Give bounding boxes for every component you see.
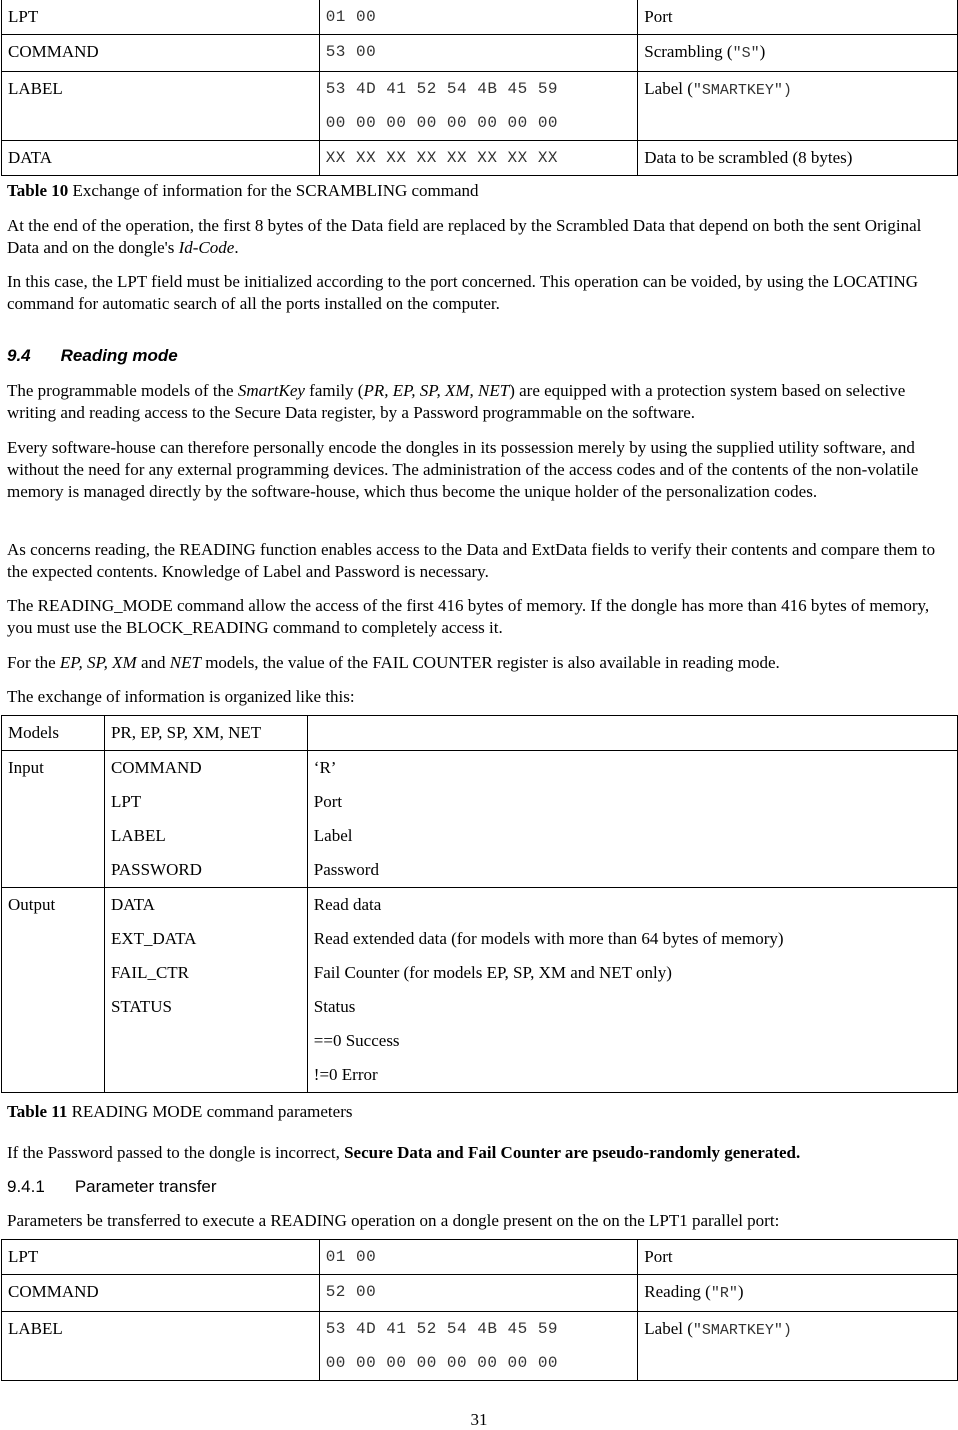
output-label: Output	[2, 888, 105, 1093]
table-row	[2, 751, 958, 888]
desc-cell: Port	[638, 0, 958, 35]
input-desc: ‘R’ Port Label Password	[307, 751, 957, 888]
field-cell: COMMAND	[2, 35, 320, 72]
paragraph: Every software-house can therefore personally encode the dongles in its possession merely by using the supplied utility software, and without the need for any external programming devices. The administration of the access codes and of the contents of the non-volatile memory is managed directly by the software-house, which thus become the unique holder of the personalization codes.	[7, 438, 919, 501]
table-row	[2, 35, 958, 72]
paragraph: If the Password passed to the dongle is incorrect, Secure Data and Fail Counter are pseudo-randomly generated.	[7, 1143, 801, 1162]
table-row	[2, 1312, 958, 1381]
paragraph: In this case, the LPT field must be initialized according to the port concerned. This operation can be voided, by using the LOCATING command for automatic search of all the ports installed on the computer.	[7, 272, 919, 313]
desc-cell: Reading ("R")	[638, 1275, 958, 1312]
scrambling-params-table	[1, 0, 958, 176]
input-label: Input	[2, 751, 105, 888]
reading-mode-table	[1, 715, 958, 1093]
desc-cell: Port	[638, 1240, 958, 1275]
reading-params-table	[1, 1239, 958, 1381]
desc-cell: Label ("SMARTKEY")	[638, 72, 958, 141]
desc-cell: Scrambling ("S")	[638, 35, 958, 72]
models-label: Models	[2, 716, 105, 751]
field-cell: COMMAND	[2, 1275, 320, 1312]
table-row	[2, 888, 958, 1093]
paragraph: As concerns reading, the READING function enables access to the Data and ExtData fields to verify their contents and compare them to the expected contents. Knowledge of Label and Password is necessary.	[7, 540, 936, 581]
field-cell: DATA	[2, 141, 320, 176]
table-row	[2, 141, 958, 176]
table-row	[2, 716, 958, 751]
paragraph: At the end of the operation, the first 8 bytes of the Data field are replaced by the Scrambled Data that depend on both the sent Original Data and on the dongle's Id-Code.	[7, 216, 922, 257]
field-cell: LABEL	[2, 72, 320, 141]
table-row	[2, 0, 958, 35]
hex-cell: 01 00	[319, 1240, 638, 1275]
table-row	[2, 1275, 958, 1312]
table-row	[2, 1240, 958, 1275]
output-fields: DATA EXT_DATA FAIL_CTR STATUS	[104, 888, 307, 1093]
hex-cell: 52 00	[319, 1275, 638, 1312]
models-value: PR, EP, SP, XM, NET	[104, 716, 307, 751]
paragraph: Parameters be transferred to execute a READING operation on a dongle present on the on the LPT1 parallel port:	[7, 1211, 780, 1230]
paragraph: The exchange of information is organized like this:	[7, 687, 355, 706]
hex-cell: 53 4D 41 52 54 4B 45 59 00 00 00 00 00 00 00 00	[319, 72, 638, 141]
desc-cell: Label ("SMARTKEY")	[638, 1312, 958, 1381]
output-desc: Read data Read extended data (for models with more than 64 bytes of memory) Fail Counter (for models EP, SP, XM and NET only) Status ==0 Success !=0 Error	[307, 888, 957, 1093]
field-cell: LABEL	[2, 1312, 320, 1381]
paragraph: The READING_MODE command allow the access of the first 416 bytes of memory. If the dongle has more than 416 bytes of memory, you must use the BLOCK_READING command to completely access it.	[7, 596, 930, 637]
input-fields: COMMAND LPT LABEL PASSWORD	[104, 751, 307, 888]
page-number: 31	[470, 1410, 488, 1429]
section-heading-9-4-1: 9.4.1 Parameter transfer	[7, 1177, 217, 1196]
hex-cell: 01 00	[319, 0, 638, 35]
desc-cell: Data to be scrambled (8 bytes)	[638, 141, 958, 176]
paragraph: The programmable models of the SmartKey family (PR, EP, SP, XM, NET) are equipped with a protection system based on selective writing and reading access to the Secure Data register, by a Password programmable on the software.	[7, 381, 906, 422]
section-heading-9-4: 9.4 Reading mode	[7, 346, 178, 365]
table-11-caption: Table 11 READING MODE command parameters	[7, 1102, 353, 1121]
field-cell: LPT	[2, 0, 320, 35]
hex-cell: XX XX XX XX XX XX XX XX	[319, 141, 638, 176]
table-row	[2, 72, 958, 141]
hex-cell: 53 4D 41 52 54 4B 45 59 00 00 00 00 00 00 00 00	[319, 1312, 638, 1381]
table-10-caption: Table 10 Exchange of information for the SCRAMBLING command	[7, 181, 479, 200]
hex-cell: 53 00	[319, 35, 638, 72]
paragraph: For the EP, SP, XM and NET models, the value of the FAIL COUNTER register is also available in reading mode.	[7, 653, 780, 672]
field-cell: LPT	[2, 1240, 320, 1275]
